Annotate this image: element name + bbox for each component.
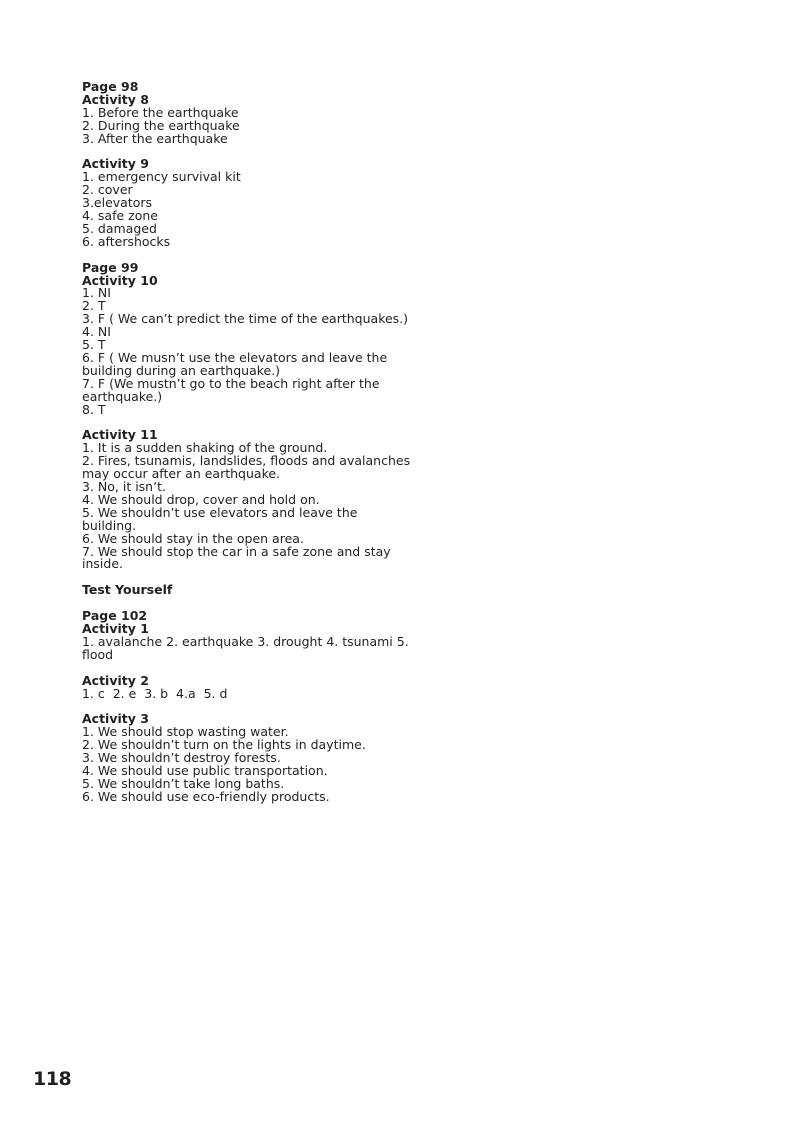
page-heading: Page 102 (82, 608, 148, 624)
activity-heading: Activity 1 (82, 620, 149, 636)
section-test-yourself (82, 584, 412, 597)
answer-line: 8. T (82, 401, 106, 417)
answer-line: 5. We shouldn’t take long baths. (82, 775, 285, 791)
answer-line: 6. F ( We musn’t use the elevators and leave the building during an earthquake.) (82, 350, 388, 378)
answer-line: 5. We shouldn’t use elevators and leave the building. (82, 504, 358, 533)
section-activity2 (82, 672, 412, 701)
answer-line: 6. aftershocks (82, 233, 171, 249)
answer-line: 2. Fires, tsunamis, landslides, floods and avalanches may occur after an earthquake. (82, 453, 411, 482)
answer-line: 4. We should drop, cover and hold on. (82, 491, 320, 507)
activity-heading: Activity 10 (82, 272, 158, 288)
answer-line: 6. We should stay in the open area. (82, 530, 304, 546)
page-number: 118 (33, 1068, 72, 1090)
activity-heading: Activity 2 (82, 672, 149, 688)
answer-line: 3. We shouldn’t destroy forests. (82, 750, 281, 766)
section-page98-activity8 (82, 81, 412, 146)
section-activity3 (82, 713, 412, 803)
answer-line: 1. avalanche 2. earthquake 3. drought 4. tsunami 5. flood (82, 633, 409, 662)
answer-line: 6. We should use eco-friendly products. (82, 788, 330, 804)
answer-line: 2. We shouldn’t turn on the lights in daytime. (82, 737, 366, 753)
activity-heading: Activity 9 (82, 156, 149, 172)
section-heading: Test Yourself (82, 582, 173, 598)
answer-line: 1. Before the earthquake (82, 104, 239, 120)
page-heading: Page 99 (82, 259, 139, 275)
answer-line: 1. emergency survival kit (82, 169, 241, 185)
answer-line: 3. F ( We can’t predict the time of the earthquakes.) (82, 311, 409, 327)
answer-line: 3. No, it isn’t. (82, 479, 166, 495)
section-page99-activity10 (82, 259, 412, 417)
answer-line: 1. NI (82, 285, 111, 301)
answer-line: 7. We should stop the car in a safe zone and stay inside. (82, 543, 391, 572)
answer-line: 3. After the earthquake (82, 130, 228, 146)
answer-line: 2. cover (82, 182, 133, 198)
answer-line: 1. We should stop wasting water. (82, 724, 289, 740)
answer-line: 7. F (We mustn’t go to the beach right after the earthquake.) (82, 375, 380, 404)
answer-line: 4. safe zone (82, 208, 158, 224)
activity-heading: Activity 11 (82, 427, 158, 443)
answer-line: 1. It is a sudden shaking of the ground. (82, 440, 328, 456)
answer-key-content (82, 81, 412, 817)
answer-line: 2. During the earthquake (82, 117, 240, 133)
answer-line: 4. We should use public transportation. (82, 762, 328, 778)
answer-line: 2. T (82, 298, 106, 314)
answer-line: 1. c 2. e 3. b 4.a 5. d (82, 685, 228, 701)
answer-line: 4. NI (82, 324, 111, 340)
activity-heading: Activity 8 (82, 91, 149, 107)
page-heading: Page 98 (82, 79, 139, 94)
answer-line: 3.elevators (82, 195, 153, 211)
section-activity11 (82, 429, 412, 571)
activity-heading: Activity 3 (82, 711, 149, 727)
answer-line: 5. damaged (82, 220, 157, 236)
answer-line: 5. T (82, 337, 106, 353)
section-activity9 (82, 158, 412, 248)
section-page102-activity1 (82, 610, 412, 662)
